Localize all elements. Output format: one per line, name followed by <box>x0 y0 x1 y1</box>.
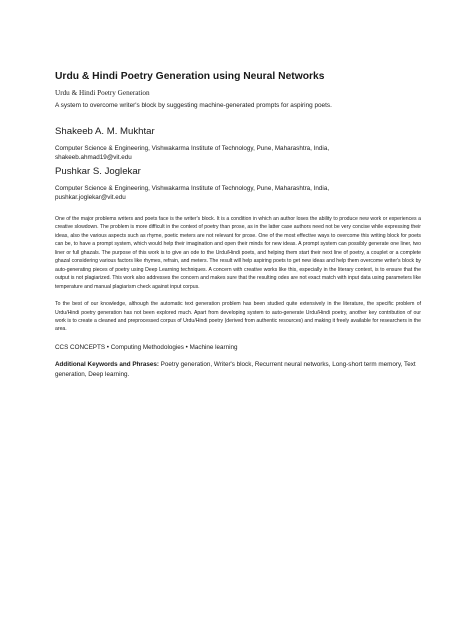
paper-title: Urdu & Hindi Poetry Generation using Neural Networks <box>55 71 325 82</box>
abstract <box>55 215 421 334</box>
author-1 <box>55 126 421 162</box>
ccs-concepts: CCS CONCEPTS • Computing Methodologies • Machine learning <box>55 343 238 351</box>
keywords-text: Poetry generation, Writer's block, Recurrent neural networks, Long-short term memory, Text generation, Deep learning. <box>55 360 416 378</box>
paper-subtitle: Urdu & Hindi Poetry Generation <box>55 89 150 97</box>
author-affiliation: Computer Science & Engineering, Vishwakarma Institute of Technology, Pune, Maharashtra, India, <box>55 185 330 192</box>
author-email: shakeeb.ahmad19@vit.edu <box>55 154 132 161</box>
abstract-paragraph: One of the major problems writers and poets face is the writer's block. It is a condition in which an author loses the ability to produce new work or experiences a creative slowdown. The problem is more difficult in the context of poetry than prose, as in the latter case authors need not be very concise while expressing their ideas, also the various aspects such as rhyme, poetic meters are not relevant for prose. One of the most effective ways to overcome this writing block for poets can be, to have a prompt system, which would help their imagination and open their minds for new ideas. A prompt system can possibly generate one liner, two liner or full ghazals. The purpose of this work is to give an ode to the Urdu/Hindi poets, and helping them start their next line of poetry, a couplet or a complete ghazal considering various factors like rhymes, refrain, and meters. The result will help aspiring poets to get new ideas and help them overcome writer's block by auto-generating pieces of poetry using Deep Learning techniques. A concern with creative works like this, especially in the literary context, is to ensure that the output is not plagiarized. This work also addresses the concern and makes sure that the resulting odes are not exact match with input data using parameters like temperature and manual plagiarism check against input corpus. <box>55 216 421 290</box>
author-affiliation: Computer Science & Engineering, Vishwakarma Institute of Technology, Pune, Maharashtra, India, <box>55 145 330 152</box>
paper-page <box>55 70 421 380</box>
author-name: Pushkar S. Joglekar <box>55 166 141 177</box>
author-name: Shakeeb A. M. Mukhtar <box>55 126 155 137</box>
author-email: pushkar.joglekar@vit.edu <box>55 194 126 201</box>
keywords <box>55 360 421 380</box>
abstract-paragraph: To the best of our knowledge, although the automatic text generation problem has been studied quite extensively in the literature, the specific problem of Urdu/Hindi poetry generation has not been explored much. Apart from developing system to auto-generate Urdu/Hindi poetry, another key contribution of our work is to create a cleaned and preprocessed corpus of Urdu/Hindi poetry (derived from authentic resources) and making it freely available for researchers in the area. <box>55 301 421 333</box>
keywords-label: Additional Keywords and Phrases: <box>55 360 159 368</box>
paper-tagline: A system to overcome writer's block by suggesting machine-generated prompts for aspiring poets. <box>55 102 332 109</box>
author-2 <box>55 166 421 202</box>
